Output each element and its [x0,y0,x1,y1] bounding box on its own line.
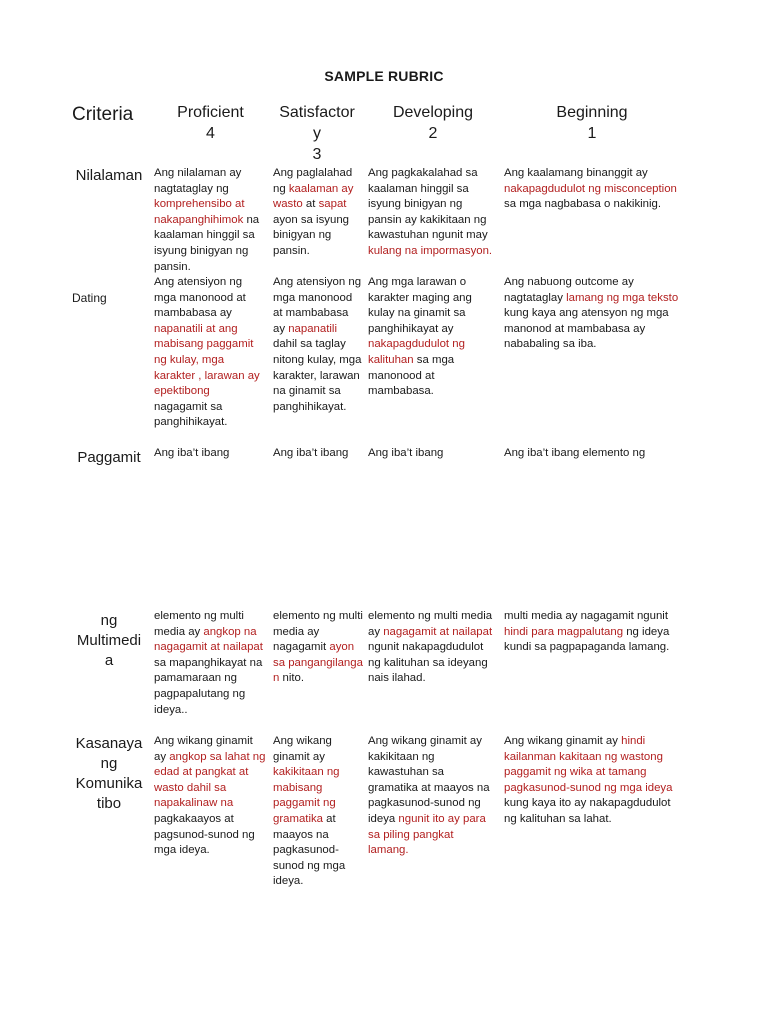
criteria-dating: Dating [72,291,107,305]
cell-text: Ang atensiyon ng mga manonood at mambabasa ay [154,276,246,320]
header-developing [366,102,500,144]
cell-text: Ang atensiyon ng mga manonood at mambabasa ay [273,276,362,335]
header-developing-score: 2 [428,125,438,142]
cell-dating-satisfactory [273,275,363,415]
highlighted-text: angkop na nagagamit at nailapat [154,625,263,654]
cell-text: elemento ng multi media ay nagagamit [273,610,363,654]
highlighted-text: kaalaman ay wasto [273,182,354,211]
cell-paggamit-beginning [504,446,684,462]
cell-multimedia-satisfactory [273,609,363,687]
cell-multimedia-proficient [154,609,266,718]
cell-paggamit-proficient [154,446,266,462]
cell-multimedia-developing [368,609,496,687]
highlighted-text: angkop sa lahat ng edad at pangkat at wasto dahil sa napakalinaw na [154,750,266,810]
header-satisfactory-label-a: Satisfactor [279,104,355,121]
highlighted-text: nakapagdudulot ng misconception [504,182,677,195]
cell-text: elemento ng multi media ay [154,610,244,638]
criteria-kasanayan-line4: tibo [96,795,122,812]
cell-text: dahil sa taglay nitong kulay, mga karakter, larawan na ginamit sa panghihikayat. [273,338,362,413]
header-satisfactory-label-b: y [313,125,321,142]
header-criteria: Criteria [72,104,134,125]
criteria-kasanayan-line2: ng [100,755,118,772]
criteria-multimedia-line3: a [104,652,114,669]
cell-text: kung kaya ang atensyon ng mga manonod at mambabasa ay nababaling sa iba. [504,307,669,351]
criteria-kasanayan-line1: Kasanaya [75,735,143,752]
cell-text: sa mga manonood at mambabasa. [368,353,455,398]
highlighted-text: nagagamit at nailapat [383,625,493,638]
cell-text: pagkakaayos at pagsunod-sunod ng mga ideya. [154,812,255,857]
cell-nilalaman-developing [368,166,496,260]
highlighted-text: komprehensibo at nakapanghihimok [154,198,245,226]
criteria-multimedia-line2: Multimedi [76,632,142,649]
cell-text: ayon sa isyung binigyan ng pansin. [273,213,349,257]
cell-dating-proficient [154,275,266,431]
cell-dating-developing [368,275,496,400]
cell-text: Ang iba’t ibang [273,447,349,459]
cell-text: nagagamit sa panghihikayat. [154,400,228,429]
cell-text: Ang pagkakalahad sa kaalaman hinggil sa isyung binigyan ng pansin ay kakikitaan ng kawastuhan ngunit may [368,167,488,242]
cell-text: at maayos na pagkasunod-sunod ng mga ideya. [273,812,346,888]
cell-nilalaman-satisfactory [273,166,363,260]
highlighted-text: kulang na impormasyon. [368,244,493,257]
highlighted-text: nakapagdudulot ng kalituhan [368,338,465,366]
cell-kasanayan-proficient [154,734,266,859]
criteria-kasanayan [68,734,150,814]
cell-dating-beginning [504,275,684,353]
highlighted-text: napanatili at ang mabisang paggamit ng kulay, mga karakter , larawan ay epektibong [154,322,260,398]
cell-text: elemento ng multi media ay [368,610,493,638]
criteria-nilalaman: Nilalaman [75,167,143,184]
cell-text: sa mapanghikayat na pamamaraan ng pagpapalutang ng ideya.. [154,656,263,716]
highlighted-text: hindi kailanman kakitaan ng wastong paggamit ng wika at tamang pagkasunod-sunod ng mga ideya [504,735,673,794]
highlighted-text: ayon sa pangangilanga n [273,641,363,685]
cell-text: Ang nilalaman ay nagtataglay ng [154,167,242,195]
highlighted-text: lamang ng mga teksto [566,291,679,304]
cell-text: Ang kaalamang binanggit ay [504,167,648,179]
cell-text: sa mga nagbabasa o nakikinig. [504,198,662,211]
cell-multimedia-beginning [504,609,684,656]
cell-text: Ang wikang ginamit ay [273,735,332,763]
header-proficient-label: Proficient [177,104,244,121]
criteria-multimedia [68,611,150,671]
cell-kasanayan-beginning [504,734,684,828]
cell-text: Ang iba’t ibang [154,447,230,459]
cell-text: Ang wikang ginamit ay [504,735,622,747]
cell-text: nito. [279,672,305,685]
highlighted-text: ngunit ito ay para sa piling pangkat lamang. [368,812,486,857]
header-beginning-score: 1 [587,125,597,142]
highlighted-text: sapat [318,198,347,211]
cell-text: ng ideya kundi sa pagpapaganda lamang. [504,625,670,654]
criteria-kasanayan-line3: Komunika [75,775,143,792]
criteria-multimedia-line1: ng [100,612,118,629]
cell-paggamit-satisfactory [273,446,363,462]
page-title: SAMPLE RUBRIC [324,68,444,84]
cell-text: Ang nabuong outcome ay nagtataglay [504,276,634,304]
cell-text: Ang wikang ginamit ay kakikitaan ng kawastuhan sa gramatika at maayos na pagkasunod-sunod ng ideya [368,735,490,825]
cell-text: multi media ay nagagamit ngunit [504,610,668,622]
cell-text: Ang iba’t ibang elemento ng [504,447,646,459]
cell-text: kung kaya ito ay nakapagdudulot ng kalituhan sa lahat. [504,797,671,825]
highlighted-text: kakikitaan ng mabisang paggamit ng gramatika [273,766,340,825]
cell-text: at [302,198,319,211]
cell-nilalaman-proficient [154,166,266,275]
cell-text: Ang wikang ginamit ay [154,735,253,763]
criteria-paggamit: Paggamit [77,449,141,466]
cell-nilalaman-beginning [504,166,684,213]
cell-text: Ang iba’t ibang [368,447,444,459]
header-proficient-score: 4 [206,125,215,142]
cell-kasanayan-developing [368,734,496,859]
cell-text: ngunit nakapagdudulot ng kalituhan sa ideyang nais ilahad. [368,641,488,685]
header-beginning-label: Beginning [556,104,628,121]
highlighted-text: hindi para magpalutang [504,625,624,638]
cell-text: Ang paglalahad ng [273,167,353,195]
cell-text: Ang mga larawan o karakter maging ang kulay na ginamit sa panghihikayat ay [368,276,472,335]
header-developing-label: Developing [392,104,474,121]
header-satisfactory [270,102,364,165]
highlighted-text: napanatili [288,322,337,335]
header-beginning [502,102,682,144]
cell-text: na kaalaman hinggil sa isyung binigyan ng pansin. [154,213,260,273]
header-proficient [153,102,268,144]
cell-kasanayan-satisfactory [273,734,363,890]
header-satisfactory-score: 3 [312,146,322,163]
cell-paggamit-developing [368,446,496,462]
